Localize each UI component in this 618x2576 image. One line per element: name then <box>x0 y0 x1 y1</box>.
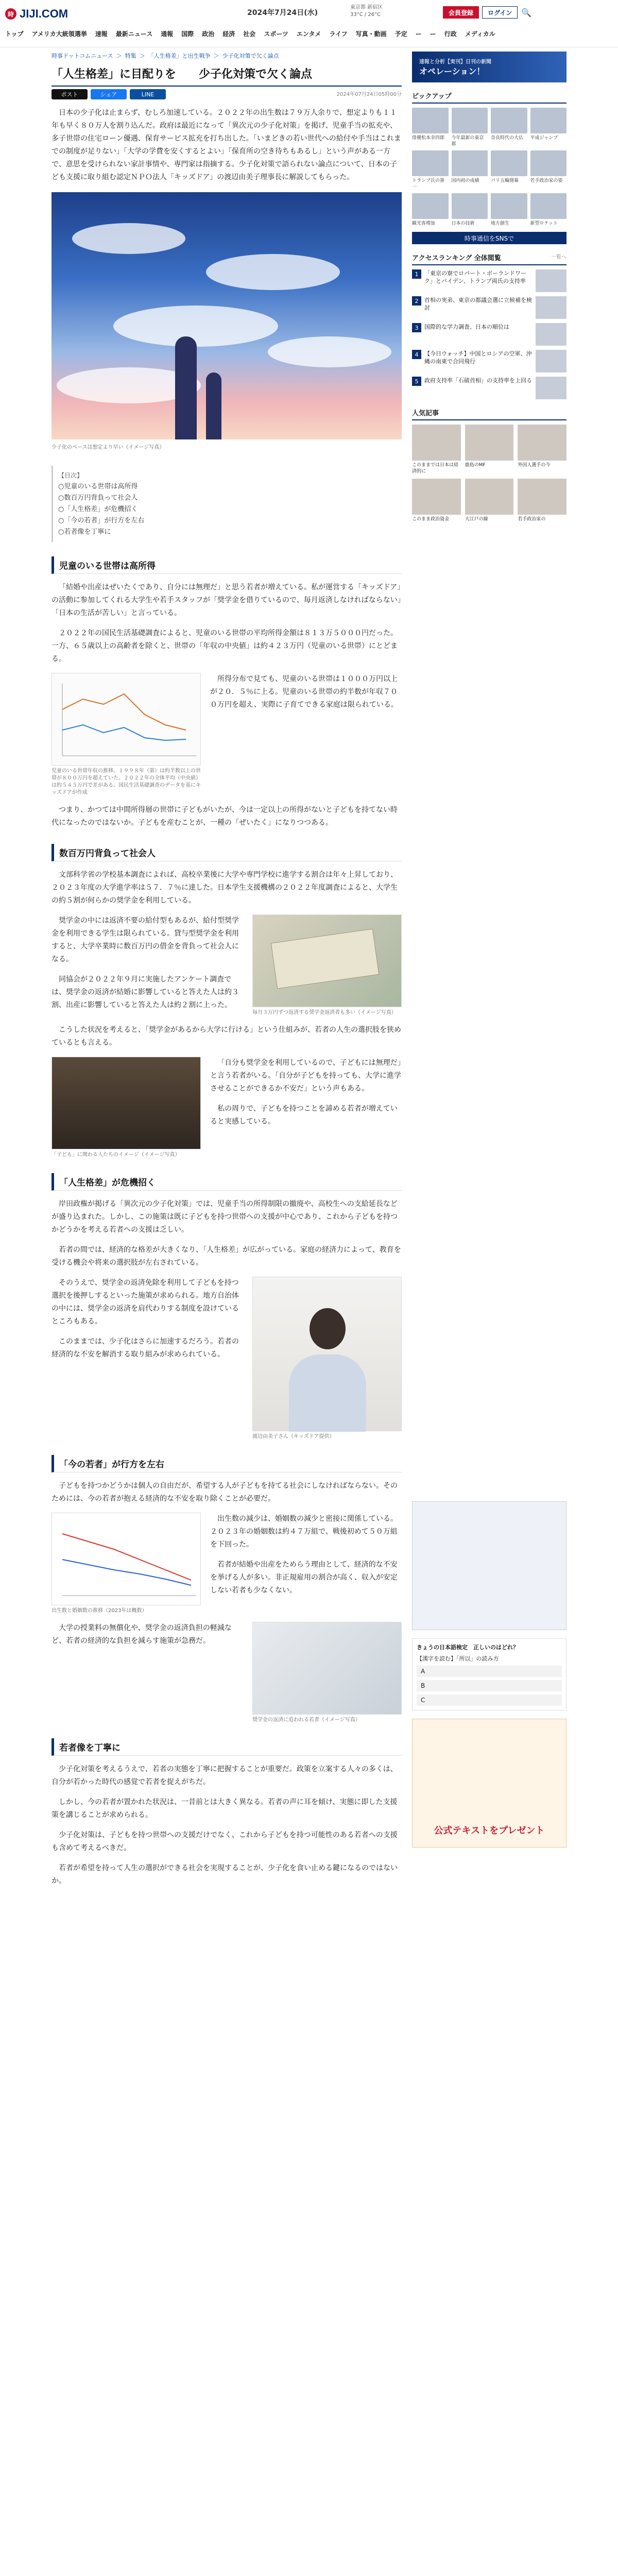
rank-number: 2 <box>412 296 421 306</box>
paragraph: そのうえで、奨学金の返済免除を利用して子どもを持つ選択を後押しするといった施策が求められる。地方自治体の中には、奨学金の返済を肩代わりする制度を設けているところもある。 <box>52 1279 239 1326</box>
sidebar <box>412 52 566 1848</box>
sidebar-ad-2[interactable] <box>412 1719 566 1848</box>
pickup-thumbnail <box>491 150 527 176</box>
nav-item[interactable]: トップ <box>5 30 24 38</box>
figure-caption: 渡辺由美子さん（キッズドア提供） <box>252 1434 335 1439</box>
nav-item[interactable]: ー <box>430 30 436 38</box>
section-heading: 「人生格差」が危機招く <box>52 1173 402 1191</box>
rank-title: 首相の実弟、東京の都議会選に立候補を検討 <box>424 297 532 311</box>
birth-chart-graphic <box>52 1513 201 1606</box>
figure-study[interactable] <box>252 1622 402 1724</box>
pickup-heading: ピックアップ <box>412 91 566 104</box>
figure-caption: 出生数と婚姻数の推移（2023年は概数） <box>52 1608 147 1614</box>
figure-income-chart[interactable] <box>52 673 201 796</box>
share-line-button[interactable]: LINE <box>130 89 166 99</box>
pickup-item[interactable] <box>412 150 449 190</box>
nav-item[interactable]: 速報 <box>95 30 108 38</box>
rank-number: 5 <box>412 377 421 386</box>
site-header <box>0 0 618 47</box>
lead-paragraph: 日本の少子化は止まらず、むしろ加速している。２０２２年の出生数は７９万人余りで、想定よりも１１年も早く８０万人を割り込んだ。政府は最近になって「異次元の少子化対策」を掲げ、児童手当の拡充や、多子世帯の住宅ローン優遇、保育サービス拡充を打ち出した。「いまどきの若い世代への給付や手当はこれまでの制度が足りない」「大学の学費を安くするとよい」「保育所の空き待ちもあるし」という声がある一方で、意思を受けられない家計事情や、専門家は指摘する。少子化対策で語られない論点について、日本の子ども支援に取り組む認定ＮＰＯ法人「キッズドア」の渡辺由美子理事長に解説してもらった。 <box>52 109 401 181</box>
logo-text: JIJI.COM <box>20 7 68 20</box>
breadcrumb-item[interactable]: 特集 <box>125 53 136 59</box>
pickup-label: 平成ジャンプ <box>530 135 558 141</box>
pickup-item[interactable] <box>530 108 567 147</box>
figure-caption: 「子ども」に関わる人たちのイメージ（イメージ写真） <box>52 1152 180 1158</box>
nav-item[interactable]: 国際 <box>181 30 194 38</box>
sidebar-video-box[interactable] <box>412 1501 566 1630</box>
pickup-label: トランプ氏の第一 <box>412 178 445 190</box>
paragraph: 同協会が２０２２年９月に実施したアンケート調査では、奨学金の返済が結婚に影響していると答えた人は約３割、出産に影響していると答えた人は約２割に上った。 <box>52 975 239 1009</box>
paragraph: 奨学金の中には返済不要の給付型もあるが、給付型奨学金を利用できる学生は限られている。貸与型奨学金を利用すると、大学卒業時に数百万円の借金を背負って社会人になる。 <box>52 917 239 963</box>
rank-title: 「東京の寮でロバート・ボーランドワーク」とバイデン、トランプ両氏の支持率 <box>424 270 526 284</box>
paragraph: 若者が希望を持って人生の選択ができる社会を実現することが、少子化を食い止める鍵になるのではないか。 <box>52 1864 398 1885</box>
nav-item[interactable]: 最新ニュース <box>115 30 153 38</box>
breadcrumb-item: ＞ <box>116 53 122 59</box>
breadcrumb-item: ＞ <box>213 53 219 59</box>
ad-label: 速報と分析【実刊】日刊の新聞 <box>419 59 491 65</box>
toc-item[interactable]: ○若者像を丁寧に <box>58 528 111 536</box>
pickup-item[interactable] <box>530 193 567 227</box>
pickup-thumbnail <box>412 150 449 176</box>
banknote-graphic <box>271 929 380 989</box>
nav-item[interactable]: アメリカ大統領選挙 <box>31 30 87 38</box>
pickup-thumbnail <box>452 108 488 133</box>
rank-number: 4 <box>412 350 421 359</box>
pickup-thumbnail <box>452 150 488 176</box>
portrait-body <box>289 1354 366 1432</box>
popular-label: 外国人選手の今 <box>518 463 551 468</box>
paragraph: 「結婚や出産はぜいたくであり、自分には無理だ」と思う若者が増えている。私が運営する「キッズドア」の活動に参加してくれる大学生や若手スタッフが「奨学金を借りているので、毎月返済しなければならない」「日本の生活が苦しい」と言っている。 <box>52 583 401 617</box>
nav-item[interactable]: 経済 <box>222 30 235 38</box>
quiz-question: 【漢字を読む】「所以」の読み方 <box>417 1655 499 1662</box>
search-icon[interactable]: 🔍 <box>521 7 531 18</box>
login-button[interactable]: ログイン <box>482 6 518 19</box>
ranking-more-link[interactable]: 一覧へ <box>551 255 566 260</box>
silhouette-adult <box>175 336 197 439</box>
article-date: 2024年07月24日05時00分 <box>336 92 402 97</box>
breadcrumb <box>52 52 282 60</box>
section-heading: 数百万円背負って社会人 <box>52 844 402 861</box>
popular-item[interactable] <box>465 425 514 474</box>
toc-item[interactable]: ○「今の若者」が行方を左右 <box>58 517 145 524</box>
pickup-item[interactable] <box>412 193 449 227</box>
popular-heading: 人気記事 <box>412 408 566 420</box>
toc-item[interactable]: ○「人生格差」が危機招く <box>58 505 138 513</box>
main-nav <box>0 26 618 41</box>
pickup-thumbnail <box>412 108 449 133</box>
pickup-thumbnail <box>491 193 527 219</box>
pickup-label: 新型ロケット <box>530 221 558 226</box>
section-heading: 若者像を丁寧に <box>52 1738 402 1756</box>
nav-item[interactable]: 政治 <box>202 30 215 38</box>
nav-item[interactable]: 社会 <box>243 30 256 38</box>
share-x-button[interactable]: ポスト <box>52 89 88 99</box>
popular-thumbnail <box>412 425 461 461</box>
ranking-item[interactable] <box>412 269 566 292</box>
quiz-box <box>412 1638 566 1710</box>
ranking-heading: アクセスランキング 全体閲覧 一覧へ <box>412 252 566 265</box>
paragraph: 文部科学省の学校基本調査によれば、高校卒業後に大学や専門学校に進学する割合は年々上昇しており、２０２３年度の大学進学率は５７．７％に達した。日本学生支援機構の２０２２年度調査によると、大学生の約５割が何らかの奨学金を利用している。 <box>52 871 398 905</box>
table-of-contents <box>52 466 402 542</box>
ranking-item[interactable] <box>412 296 566 319</box>
popular-label: 鹿島のMF <box>465 463 486 468</box>
silhouette-child <box>206 372 221 439</box>
figure-birth-chart[interactable] <box>52 1513 201 1615</box>
figure-caption: 奨学金の返済に追われる若者（イメージ写真） <box>252 1717 360 1723</box>
nav-item[interactable]: メディカル <box>465 30 495 38</box>
pickup-item[interactable] <box>491 108 527 147</box>
breadcrumb-item[interactable]: 少子化対策で欠く論点 <box>222 53 279 59</box>
figure-portrait[interactable] <box>252 1277 402 1440</box>
pickup-item[interactable] <box>530 150 567 190</box>
nav-item[interactable]: ー <box>415 30 422 38</box>
rank-number: 1 <box>412 269 421 279</box>
quiz-option[interactable]: B <box>417 1680 562 1691</box>
quiz-option[interactable]: C <box>417 1694 562 1706</box>
breadcrumb-item: ＞ <box>139 53 145 59</box>
breadcrumb-item[interactable]: 時事ドットコムニュース <box>52 53 113 59</box>
ad2-text: 公式テキストをプレゼント <box>434 1825 545 1836</box>
popular-item[interactable] <box>518 479 566 522</box>
popular-label: このままでは日本は経済的に <box>412 463 459 474</box>
pickup-label: パリ五輪開幕 <box>491 178 519 183</box>
ranking-item[interactable] <box>412 350 566 372</box>
section-heading: 児童のいる世帯は高所得 <box>52 556 402 574</box>
paragraph: 若者の間では、経済的な格差が大きくなり、「人生格差」が広がっている。家庭の経済力によって、教育を受ける機会や将来の選択肢が左右されている。 <box>52 1246 401 1267</box>
paragraph: 少子化対策を考えるうえで、若者の実態を丁寧に把握することが重要だ。政策を立案する人々の多くは、自分が若かった時代の感覚で若者を捉えがちだ。 <box>52 1765 398 1786</box>
paragraph: このままでは、少子化はさらに加速するだろう。若者の経済的な不安を解消する取り組みが求められている。 <box>52 1337 239 1359</box>
popular-item[interactable] <box>465 479 514 522</box>
paragraph: 若者が結婚や出産をためらう理由として、経済的な不安を挙げる人が多い。非正規雇用の割合が高く、収入が安定しない若者も少なくない。 <box>210 1561 398 1595</box>
portrait-head <box>310 1308 346 1349</box>
figure-caption: 児童のいる世帯年収の推移。１９９８年（第）は約半数以上の世帯が８００万円を超えていた。２０２２年の全体平均（中央値）は約５４５万円で差がある。国民生活基礎調査のデータを基にキッズドアが作成 <box>52 768 201 795</box>
share-facebook-button[interactable]: シェア <box>91 89 127 99</box>
paragraph: 所得分布で見ても、児童のいる世帯は１０００万円以上が２０．５％に上る。児童のいる世帯の約半数が年収７００万円を超え、実際に子育てできる家庭は限られている。 <box>210 675 398 709</box>
logo-mark-icon: 時 <box>5 8 16 20</box>
paragraph: 大学の授業料の無償化や、奨学金の返済負担の軽減など、若者の経済的な負担を減らす施策が急務だ。 <box>52 1624 232 1645</box>
pickup-label: 観光客増加 <box>412 221 436 226</box>
rank-title: 国際的な学力調査、日本の順位は <box>424 324 509 330</box>
pickup-label: 地方創生 <box>491 221 510 226</box>
popular-thumbnail <box>518 425 566 461</box>
header-weather[interactable] <box>350 4 383 19</box>
popular-label: 大江戸の線 <box>465 517 488 522</box>
income-chart-graphic <box>52 673 201 766</box>
header-date: 2024年7月24日(水) <box>247 9 318 17</box>
paragraph: 岸田政権が掲げる「異次元の少子化対策」では、児童手当の所得制限の撤廃や、高校生への支給延長などが盛り込まれた。しかし、この施策は既に子どもを持つ世帯への支援が中心であり、これから子どもを持つかどうかを考える若者への支援は乏しい。 <box>52 1200 398 1234</box>
pickup-grid <box>412 108 566 227</box>
pickup-label: 奈良時代の大仏 <box>491 135 524 141</box>
paragraph: 私の周りで、子どもを持つことを諦める若者が増えていると実感している。 <box>210 1105 398 1126</box>
pickup-item[interactable] <box>491 193 527 227</box>
rank-thumbnail <box>536 377 566 399</box>
paragraph: 少子化対策は、子どもを持つ世帯への支援だけでなく、これから子どもを持つ可能性のある若者への支援も含めて考えるべきだ。 <box>52 1831 398 1852</box>
paragraph: 出生数の減少は、婚姻数の減少と密接に関係している。２０２３年の婚姻数は約４７万組で、戦後初めて５０万組を下回った。 <box>210 1515 398 1549</box>
pickup-thumbnail <box>412 193 449 219</box>
pickup-item[interactable] <box>452 193 488 227</box>
pickup-thumbnail <box>530 193 567 219</box>
nav-item[interactable]: 写真・動画 <box>355 30 387 38</box>
rank-title: 【今日ウォッチ】中国とロシアの空軍、沖縄の南東で合同飛行 <box>424 350 532 365</box>
popular-grid <box>412 425 566 522</box>
pickup-label: 日本の技術 <box>451 221 475 226</box>
nav-item[interactable]: 予定 <box>394 30 407 38</box>
ranking-item[interactable] <box>412 377 566 399</box>
ranking-item[interactable] <box>412 323 566 346</box>
article-title: 「人生格差」に目配りを 少子化対策で欠く論点 <box>52 67 402 87</box>
quiz-option[interactable]: A <box>417 1666 562 1677</box>
weather-location: 東京都 新宿区 <box>350 5 383 10</box>
pickup-label: 俳優松本幸四郎 <box>412 135 445 141</box>
paragraph: つまり、かつては中間所得層の世帯に子どもがいたが、今は一定以上の所得がないと子どもを持てない時代になったのではないか。子どもを産むことが、一種の「ぜいたく」になりつつある。 <box>52 806 398 827</box>
ad-text: オペレーション！ <box>419 66 485 76</box>
popular-thumbnail <box>518 479 566 515</box>
popular-label: 若手政治家の <box>518 517 546 522</box>
rank-title: 政府支持率「石破首相」の支持率を上回る <box>424 377 532 384</box>
popular-thumbnail <box>412 479 461 515</box>
paragraph: こうした状況を考えると、「奨学金があるから大学に行ける」という仕組みが、若者の人生の選択肢を狭めているとも言える。 <box>52 1026 401 1047</box>
nav-item[interactable]: 行政 <box>444 30 457 38</box>
toc-item[interactable]: ○児童のいる世帯は高所得 <box>58 483 138 490</box>
hero-image[interactable] <box>52 192 402 439</box>
rank-thumbnail <box>536 269 566 292</box>
paragraph: 子どもを持つかどうかは個人の自由だが、希望する人が子どもを持てる社会にしなければならない。そのためには、今の若者が抱える経済的な不安を取り除くことが必要だ。 <box>52 1482 398 1503</box>
sidebar-ad-banner[interactable] <box>412 52 566 82</box>
paragraph: しかし、今の若者が置かれた状況は、一昔前とは大きく異なる。若者の声に耳を傾け、実態に即した支援策を講じることが求められる。 <box>52 1798 398 1819</box>
ranking-list <box>412 269 566 399</box>
pickup-thumbnail <box>491 108 527 133</box>
pickup-item[interactable] <box>491 150 527 190</box>
pickup-thumbnail <box>530 150 567 176</box>
nav-item[interactable]: 通報 <box>161 30 174 38</box>
figure-money[interactable] <box>252 914 402 1016</box>
popular-label: このまま政治資金 <box>412 517 450 522</box>
nav-item[interactable]: ライフ <box>329 30 348 38</box>
weather-temp: 33°C / 26°C <box>350 12 381 18</box>
toc-item[interactable]: ○数百万円背負って社会人 <box>58 494 138 502</box>
popular-item[interactable] <box>518 425 566 474</box>
paragraph: ２０２２年の国民生活基礎調査によると、児童のいる世帯の平均所得金額は８１３万５０００円だった。一方、６５歳以上の高齢者を除くと、世帯の「年収の中央値」は約４２３万円（児童のいる世帯）にとどまる。 <box>52 629 398 663</box>
paragraph: 「自分も奨学金を利用しているので、子どもには無理だ」と言う若者がいる。「自分が子どもを持っても、大学に進学させることができるか不安だ」という声もある。 <box>210 1059 401 1093</box>
figure-caption: 毎月３万円ずつ返済する奨学金返済者も多い（イメージ写真） <box>252 1010 397 1015</box>
hero-caption: 少子化のペースは想定より早い（イメージ写真） <box>52 445 165 450</box>
rank-number: 3 <box>412 323 421 332</box>
pickup-thumbnail <box>530 108 567 133</box>
nav-item[interactable]: エンタメ <box>296 30 321 38</box>
pickup-thumbnail <box>452 193 488 219</box>
popular-item[interactable] <box>412 479 461 522</box>
pickup-label: 若手政治家の姿 <box>530 178 563 183</box>
quiz-title: きょうの日本語検定 正しいのはどれ？ <box>417 1644 519 1651</box>
figure-classroom[interactable] <box>52 1057 201 1159</box>
breadcrumb-item[interactable]: 「人生格差」と出生戦争 <box>148 53 211 59</box>
pickup-item[interactable] <box>452 108 488 147</box>
pickup-item[interactable] <box>452 150 488 190</box>
pickup-label: 国内初の成績 <box>451 178 479 183</box>
popular-thumbnail <box>465 425 514 461</box>
article <box>52 67 402 1888</box>
toc-title: 【目次】 <box>58 472 83 479</box>
pickup-item[interactable] <box>412 108 449 147</box>
register-button[interactable]: 会員登録 <box>443 6 479 19</box>
rank-thumbnail <box>536 350 566 372</box>
site-logo[interactable] <box>5 7 68 21</box>
popular-thumbnail <box>465 479 514 515</box>
popular-item[interactable] <box>412 425 461 474</box>
sns-button[interactable]: 時事通信をSNSで <box>412 232 566 244</box>
section-heading: 「今の若者」が行方を左右 <box>52 1455 402 1472</box>
pickup-label: 今年最新の東京都 <box>451 135 484 147</box>
rank-thumbnail <box>536 323 566 346</box>
nav-item[interactable]: スポーツ <box>264 30 288 38</box>
rank-thumbnail <box>536 296 566 319</box>
